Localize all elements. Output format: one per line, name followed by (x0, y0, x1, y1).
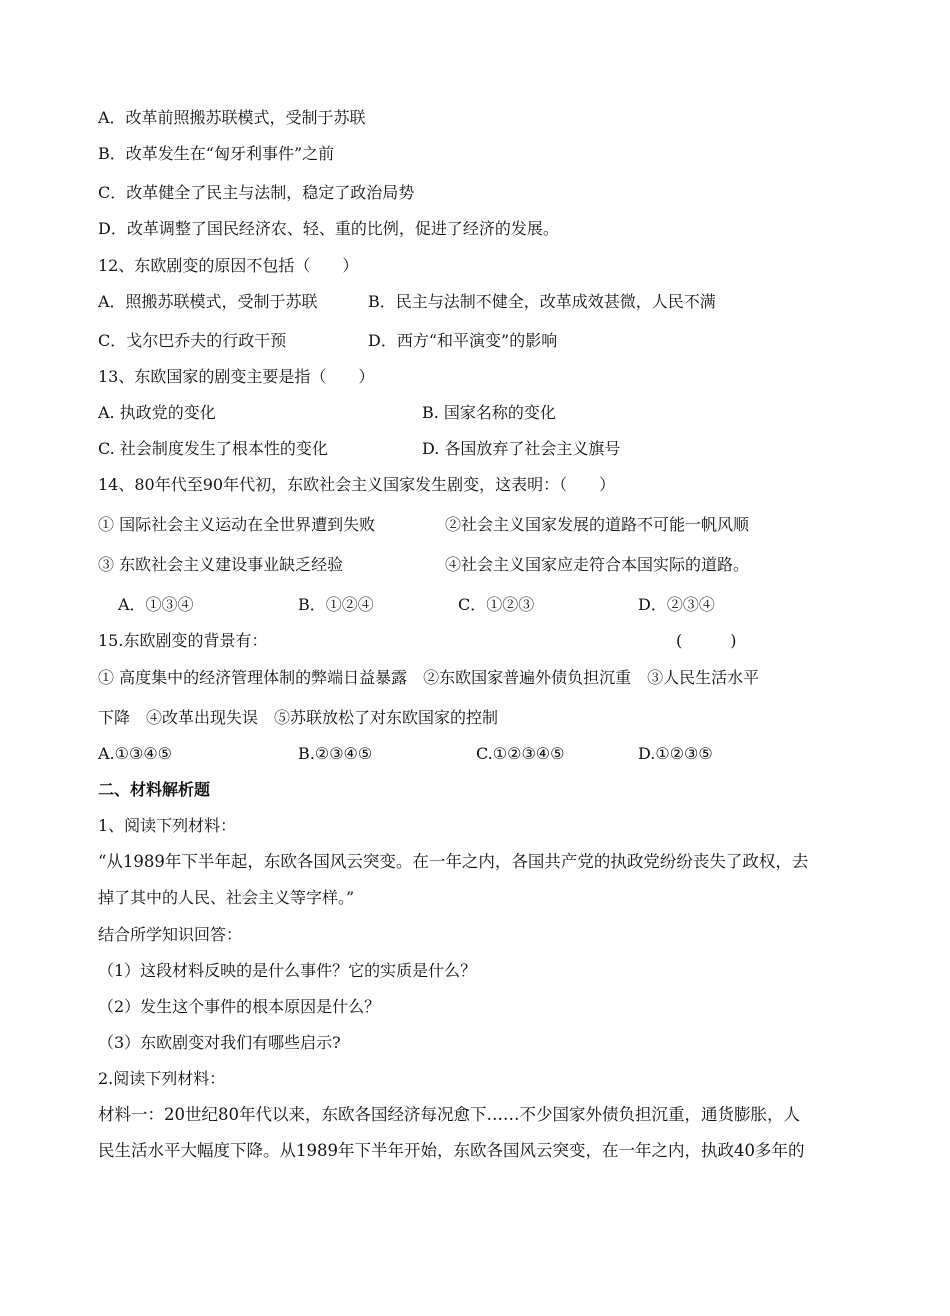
q13-stem: 13、东欧国家的剧变主要是指（ ） (98, 367, 375, 386)
q13-option-d: D. 各国放弃了社会主义旗号 (422, 439, 621, 458)
q12-option-a: A．照搬苏联模式，受制于苏联 (98, 292, 318, 311)
q15-option-d: D.①②③⑤ (638, 744, 713, 763)
q14-statement-2: ②社会主义国家发展的道路不可能一帆风顺 (445, 515, 750, 534)
q12-option-c: C．戈尔巴乔夫的行政干预 (98, 331, 287, 350)
q12-stem: 12、东欧剧变的原因不包括（ ） (98, 256, 359, 275)
q11-option-b: B．改革发生在“匈牙利事件”之前 (98, 144, 335, 163)
q11-option-c: C．改革健全了民主与法制，稳定了政治局势 (98, 183, 415, 202)
material-q2-text-line-1: 材料一：20世纪80年代以来，东欧各国经济每况愈下……不少国家外债负担沉重，通货膨胀，人 (98, 1105, 800, 1124)
q11-option-d: D．改革调整了国民经济农、轻、重的比例，促进了经济的发展。 (98, 219, 559, 238)
q14-statement-1: ① 国际社会主义运动在全世界遭到失败 (98, 515, 376, 534)
q14-option-c: C．①②③ (458, 595, 535, 614)
material-q1-quote-line-2: 掉了其中的人民、社会主义等字样。” (98, 888, 355, 907)
q14-option-a: A．①③④ (118, 595, 194, 614)
q11-option-a: A．改革前照搬苏联模式，受制于苏联 (98, 108, 366, 127)
material-q1-sub-1: （1）这段材料反映的是什么事件？它的实质是什么？ (98, 961, 477, 980)
section-heading: 二、材料解析题 (98, 780, 211, 799)
q13-option-b: B. 国家名称的变化 (422, 403, 556, 422)
material-q1-title: 1、阅读下列材料： (98, 816, 237, 835)
q12-option-d: D．西方“和平演变”的影响 (368, 331, 558, 350)
q14-statement-3: ③ 东欧社会主义建设事业缺乏经验 (98, 555, 344, 574)
q14-stem: 14、80年代至90年代初，东欧社会主义国家发生剧变，这表明：（ ） (98, 475, 616, 494)
material-q1-quote-line-1: “从1989年下半年起，东欧各国风云突变。在一年之内，各国共产党的执政党纷纷丧失了政权，去 (98, 852, 809, 871)
material-q1-sub-2: （2）发生这个事件的根本原因是什么？ (98, 997, 381, 1016)
q13-option-c: C. 社会制度发生了根本性的变化 (98, 439, 328, 458)
q15-background-line-2: 下降 ④改革出现失误 ⑤苏联放松了对东欧国家的控制 (98, 708, 499, 727)
q14-statement-4: ④社会主义国家应走符合本国实际的道路。 (445, 555, 750, 574)
q14-option-b: B．①②④ (298, 595, 374, 614)
material-q2-text-line-2: 民生活水平大幅度下降。从1989年下半年开始，东欧各国风云突变，在一年之内，执政40多年的 (98, 1141, 805, 1160)
q15-option-c: C.①②③④⑤ (476, 744, 565, 763)
q15-stem: 15.东欧剧变的背景有： (98, 631, 268, 650)
q15-background-line-1: ① 高度集中的经济管理体制的弊端日益暴露 ②东欧国家普遍外债负担沉重 ③人民生活水平 (98, 668, 760, 687)
q14-option-d: D．②③④ (638, 595, 715, 614)
material-q2-title: 2.阅读下列材料： (98, 1069, 226, 1088)
q13-option-a: A. 执政党的变化 (98, 403, 216, 422)
q15-option-a: A.①③④⑤ (98, 744, 173, 763)
q15-option-b: B.②③④⑤ (298, 744, 373, 763)
q12-option-b: B．民主与法制不健全，改革成效甚微，人民不满 (368, 292, 716, 311)
material-q1-prompt: 结合所学知识回答： (98, 925, 243, 944)
material-q1-sub-3: （3）东欧剧变对我们有哪些启示? (98, 1033, 341, 1052)
q15-answer-paren: ( ) (676, 631, 737, 650)
